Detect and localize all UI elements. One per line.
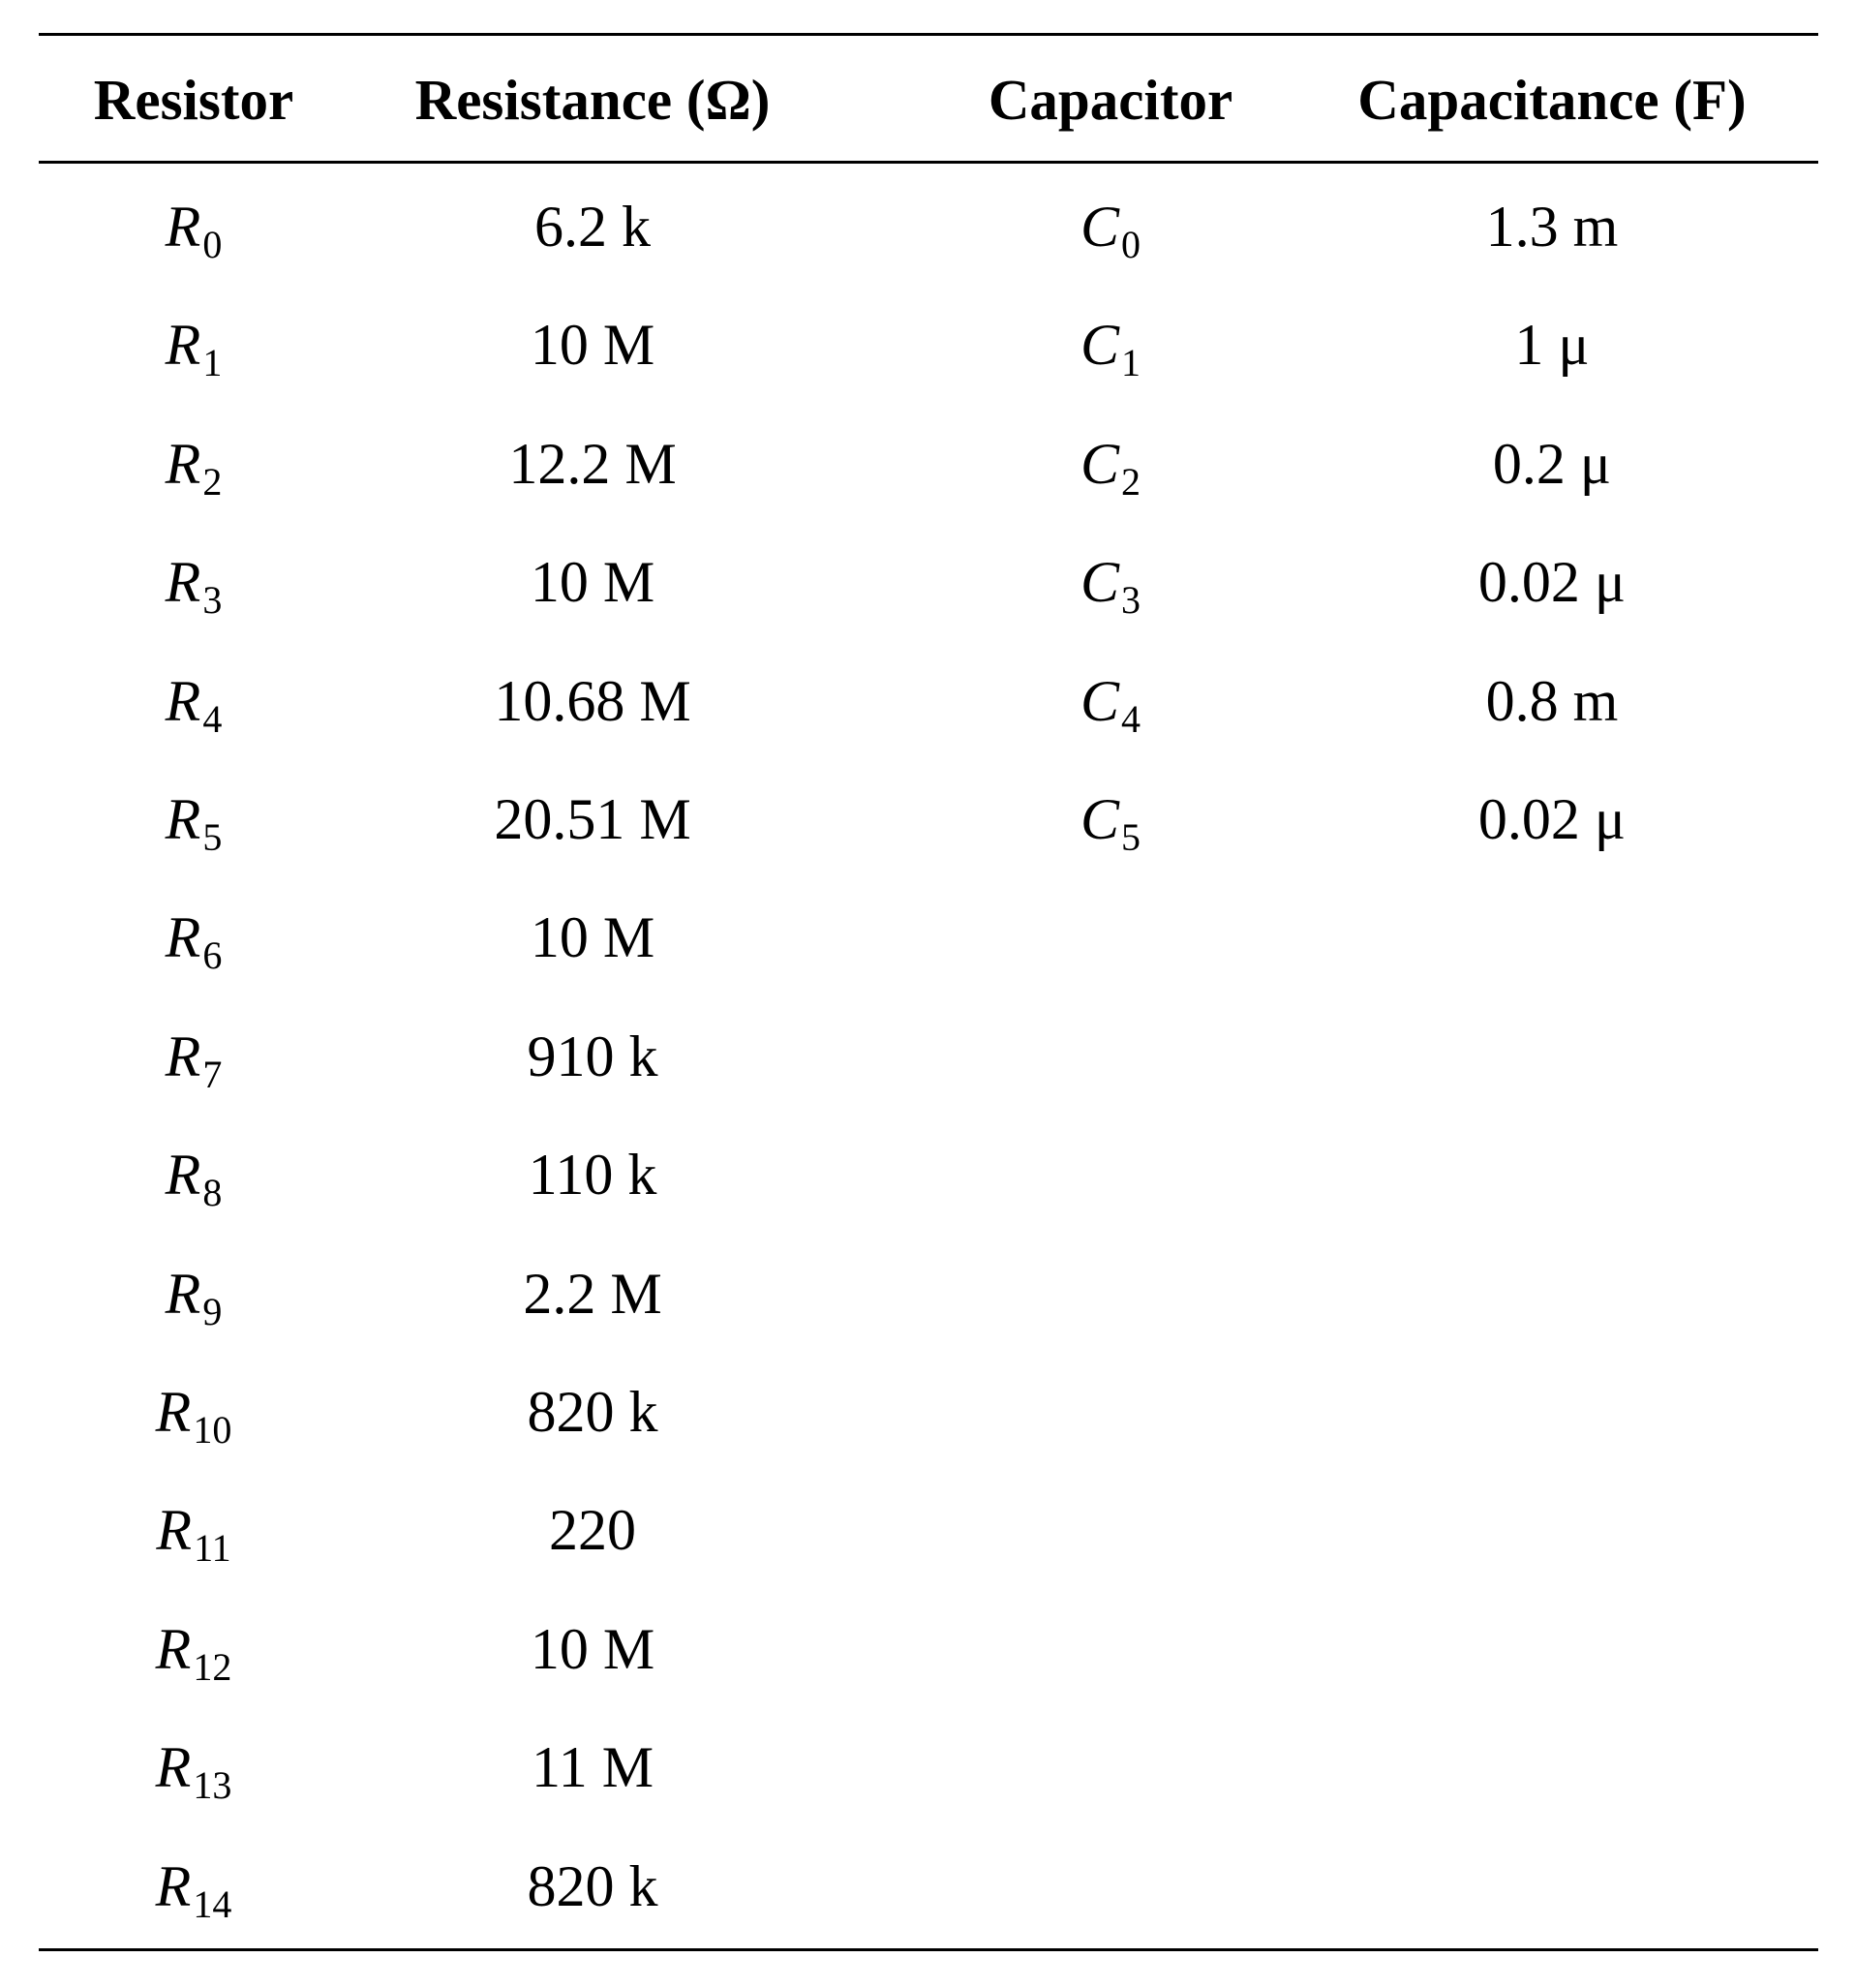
resistor-symbol bbox=[155, 1854, 232, 1926]
resistor-symbol bbox=[165, 905, 223, 977]
resistor-symbol-subscript: 2 bbox=[202, 460, 223, 504]
resistor-symbol bbox=[156, 1498, 231, 1570]
capacitor-symbol-subscript: 3 bbox=[1121, 578, 1141, 622]
resistor-symbol-letter: R bbox=[155, 1617, 192, 1681]
capacitor-symbol-letter: C bbox=[1080, 313, 1120, 377]
resistor-symbol-subscript: 13 bbox=[193, 1763, 232, 1807]
capacitor-symbol-subscript: 5 bbox=[1121, 815, 1141, 859]
resistor-symbol bbox=[155, 1380, 232, 1452]
resistor-symbol-letter: R bbox=[165, 787, 201, 851]
resistor-symbol bbox=[165, 1143, 223, 1214]
resistor-symbol bbox=[165, 313, 223, 384]
resistance-value: 10 M bbox=[530, 313, 655, 377]
resistor-symbol-subscript: 12 bbox=[193, 1645, 232, 1689]
resistance-value: 820 k bbox=[527, 1380, 658, 1444]
resistance-value: 220 bbox=[549, 1498, 636, 1562]
resistance-value: 10.68 M bbox=[494, 669, 691, 733]
resistance-value: 10 M bbox=[530, 905, 655, 969]
table-top-rule bbox=[39, 33, 1818, 36]
capacitance-value: 0.2 μ bbox=[1492, 432, 1612, 496]
capacitor-symbol-subscript: 4 bbox=[1121, 697, 1141, 741]
table-header-rule bbox=[39, 161, 1818, 164]
resistance-value: 910 k bbox=[527, 1025, 658, 1088]
capacitor-symbol-letter: C bbox=[1080, 195, 1120, 259]
resistance-value: 6.2 k bbox=[534, 195, 651, 259]
resistor-symbol-subscript: 6 bbox=[202, 933, 223, 977]
resistance-value: 20.51 M bbox=[494, 787, 691, 851]
capacitor-symbol bbox=[1080, 195, 1141, 266]
resistance-value: 820 k bbox=[527, 1854, 658, 1918]
resistor-symbol-letter: R bbox=[165, 1143, 201, 1207]
table-bottom-rule bbox=[39, 1948, 1818, 1951]
capacitance-value: 0.02 μ bbox=[1477, 787, 1627, 851]
resistance-value: 10 M bbox=[530, 550, 655, 614]
capacitor-symbol-letter: C bbox=[1080, 432, 1120, 496]
header-capacitor: Capacitor bbox=[988, 68, 1233, 132]
capacitor-symbol-letter: C bbox=[1080, 787, 1120, 851]
resistor-symbol-subscript: 5 bbox=[202, 815, 223, 859]
resistor-symbol-letter: R bbox=[165, 669, 201, 733]
capacitor-symbol bbox=[1080, 787, 1141, 859]
capacitor-symbol bbox=[1080, 550, 1141, 622]
resistor-symbol-subscript: 1 bbox=[202, 341, 223, 384]
resistor-symbol-letter: R bbox=[165, 1025, 201, 1088]
resistor-symbol bbox=[165, 787, 223, 859]
resistor-symbol-letter: R bbox=[165, 550, 201, 614]
resistor-symbol-subscript: 3 bbox=[202, 578, 223, 622]
capacitor-symbol bbox=[1080, 313, 1141, 384]
resistor-symbol bbox=[165, 550, 223, 622]
resistor-symbol-letter: R bbox=[155, 1854, 192, 1918]
resistor-symbol-letter: R bbox=[165, 432, 201, 496]
resistor-symbol bbox=[165, 1262, 223, 1333]
resistance-value: 110 k bbox=[528, 1143, 657, 1207]
resistor-symbol-subscript: 7 bbox=[202, 1053, 223, 1096]
resistor-symbol-subscript: 4 bbox=[202, 697, 223, 741]
header-resistance: Resistance (Ω) bbox=[414, 68, 771, 132]
capacitance-value: 0.8 m bbox=[1485, 669, 1619, 733]
resistor-symbol-subscript: 8 bbox=[202, 1171, 223, 1214]
capacitor-symbol bbox=[1080, 669, 1141, 741]
resistor-symbol-subscript: 14 bbox=[193, 1882, 232, 1926]
resistor-symbol-letter: R bbox=[165, 905, 201, 969]
resistor-symbol-letter: R bbox=[165, 313, 201, 377]
resistor-symbol-subscript: 9 bbox=[202, 1290, 223, 1333]
header-resistor: Resistor bbox=[93, 68, 294, 132]
capacitance-value: 1.3 m bbox=[1485, 195, 1619, 259]
header-capacitance: Capacitance (F) bbox=[1357, 68, 1747, 132]
resistor-symbol-letter: R bbox=[156, 1498, 193, 1562]
resistor-symbol bbox=[165, 432, 223, 504]
capacitor-symbol-letter: C bbox=[1080, 669, 1120, 733]
resistance-value: 10 M bbox=[530, 1617, 655, 1681]
resistor-symbol bbox=[165, 195, 223, 266]
resistor-symbol bbox=[165, 669, 223, 741]
capacitor-symbol-letter: C bbox=[1080, 550, 1120, 614]
resistor-symbol bbox=[155, 1735, 232, 1807]
resistor-symbol-subscript: 11 bbox=[194, 1526, 231, 1570]
resistor-symbol-letter: R bbox=[155, 1380, 192, 1444]
resistance-value: 2.2 M bbox=[523, 1262, 662, 1326]
capacitor-symbol-subscript: 0 bbox=[1121, 223, 1141, 266]
resistor-symbol-subscript: 0 bbox=[202, 223, 223, 266]
capacitor-symbol-subscript: 2 bbox=[1121, 460, 1141, 504]
resistor-symbol-letter: R bbox=[165, 1262, 201, 1326]
capacitor-symbol-subscript: 1 bbox=[1121, 341, 1141, 384]
resistor-symbol bbox=[165, 1025, 223, 1096]
capacitor-symbol bbox=[1080, 432, 1141, 504]
resistance-value: 12.2 M bbox=[508, 432, 677, 496]
capacitance-value: 1 μ bbox=[1514, 313, 1590, 377]
resistor-symbol-letter: R bbox=[155, 1735, 192, 1799]
resistor-symbol bbox=[155, 1617, 232, 1689]
resistor-symbol-letter: R bbox=[165, 195, 201, 259]
capacitance-value: 0.02 μ bbox=[1477, 550, 1627, 614]
resistor-symbol-subscript: 10 bbox=[193, 1408, 232, 1452]
resistance-value: 11 M bbox=[531, 1735, 654, 1799]
